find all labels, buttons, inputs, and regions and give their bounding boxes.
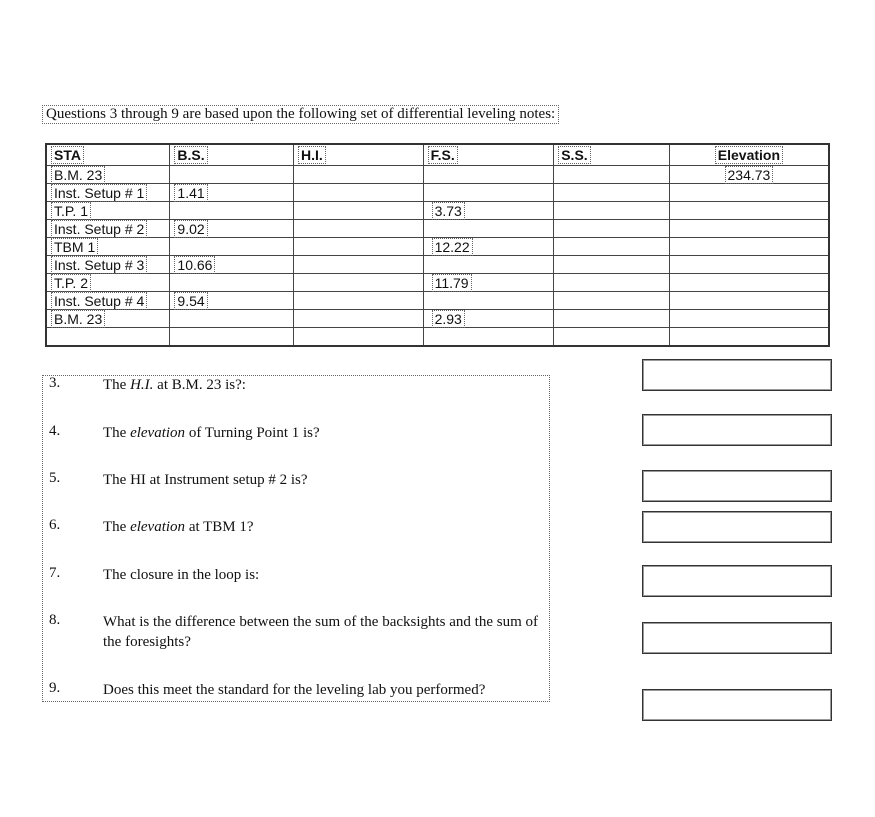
question-text: The elevation at TBM 1? [103,519,254,535]
cell-ss [554,310,670,328]
cell-hi [294,184,424,202]
cell-bs: 10.66 [170,256,294,274]
cell-sta: Inst. Setup # 2 [46,220,170,238]
cell-elev: 234.73 [669,166,829,184]
table-row [46,238,829,256]
table-row [46,328,829,347]
header-bs: B.S. [170,144,294,166]
cell-fs [423,184,554,202]
cell-sta: B.M. 23 [46,166,170,184]
cell-ss [554,184,670,202]
cell-fs: 11.79 [423,274,554,292]
cell-elev [669,184,829,202]
cell-elev [669,310,829,328]
answer-box-q3[interactable] [642,359,832,391]
header-sta: STA [46,144,170,166]
cell-fs: 3.73 [423,202,554,220]
cell-ss [554,274,670,292]
table-row [46,274,829,292]
cell-ss [554,220,670,238]
cell-sta: TBM 1 [46,238,170,256]
header-hi: H.I. [294,144,424,166]
cell-bs: 9.54 [170,292,294,310]
cell-bs [170,274,294,292]
header-elevation: Elevation [669,144,829,166]
question-number: 6. [49,517,61,533]
cell-elev [669,220,829,238]
cell-sta [46,328,170,347]
table-row [46,166,829,184]
cell-hi [294,220,424,238]
cell-elev [669,274,829,292]
question-number: 8. [49,612,61,628]
header-ss: S.S. [554,144,670,166]
answer-box-q9[interactable] [642,689,832,721]
cell-fs [423,256,554,274]
question-text: The elevation of Turning Point 1 is? [103,425,320,441]
table-header-row [46,144,829,166]
cell-fs: 2.93 [423,310,554,328]
cell-bs: 9.02 [170,220,294,238]
cell-sta: Inst. Setup # 1 [46,184,170,202]
question-number: 3. [49,375,61,391]
cell-fs [423,220,554,238]
cell-elev [669,256,829,274]
cell-bs [170,238,294,256]
cell-elev [669,328,829,347]
cell-fs [423,328,554,347]
cell-elev [669,292,829,310]
cell-ss [554,238,670,256]
question-text: Does this meet the standard for the leveling lab you performed? [103,682,486,698]
cell-bs: 1.41 [170,184,294,202]
question-text: The HI at Instrument setup # 2 is? [103,472,308,488]
question-text: What is the difference between the sum of the backsights and the sum of the foresights? [103,614,539,650]
cell-ss [554,328,670,347]
cell-sta: T.P. 2 [46,274,170,292]
leveling-notes-table [45,143,830,347]
question-text: The closure in the loop is: [103,567,260,583]
question-number: 5. [49,470,61,486]
question-number: 7. [49,565,61,581]
questions-box [42,375,550,702]
cell-bs [170,310,294,328]
cell-elev [669,238,829,256]
table-row [46,256,829,274]
cell-fs: 12.22 [423,238,554,256]
question-number: 4. [49,423,61,439]
cell-fs [423,166,554,184]
cell-sta: Inst. Setup # 4 [46,292,170,310]
cell-ss [554,166,670,184]
header-fs: F.S. [423,144,554,166]
table-row [46,202,829,220]
table-row [46,220,829,238]
cell-hi [294,292,424,310]
cell-sta: B.M. 23 [46,310,170,328]
cell-hi [294,166,424,184]
answer-box-q6[interactable] [642,511,832,543]
cell-elev [669,202,829,220]
cell-ss [554,292,670,310]
table-row [46,292,829,310]
cell-bs [170,166,294,184]
cell-hi [294,274,424,292]
cell-bs [170,202,294,220]
answer-box-q4[interactable] [642,414,832,446]
cell-ss [554,256,670,274]
question-text: The H.I. at B.M. 23 is?: [103,377,246,393]
table-row [46,310,829,328]
cell-hi [294,238,424,256]
cell-sta: Inst. Setup # 3 [46,256,170,274]
cell-sta: T.P. 1 [46,202,170,220]
answer-box-q5[interactable] [642,470,832,502]
instructions-text: Questions 3 through 9 are based upon the following set of differential leveling notes: [42,105,559,124]
cell-hi [294,256,424,274]
cell-ss [554,202,670,220]
cell-fs [423,292,554,310]
cell-hi [294,202,424,220]
answer-box-q8[interactable] [642,622,832,654]
cell-hi [294,310,424,328]
question-number: 9. [49,680,61,696]
answer-box-q7[interactable] [642,565,832,597]
cell-bs [170,328,294,347]
table-row [46,184,829,202]
cell-hi [294,328,424,347]
